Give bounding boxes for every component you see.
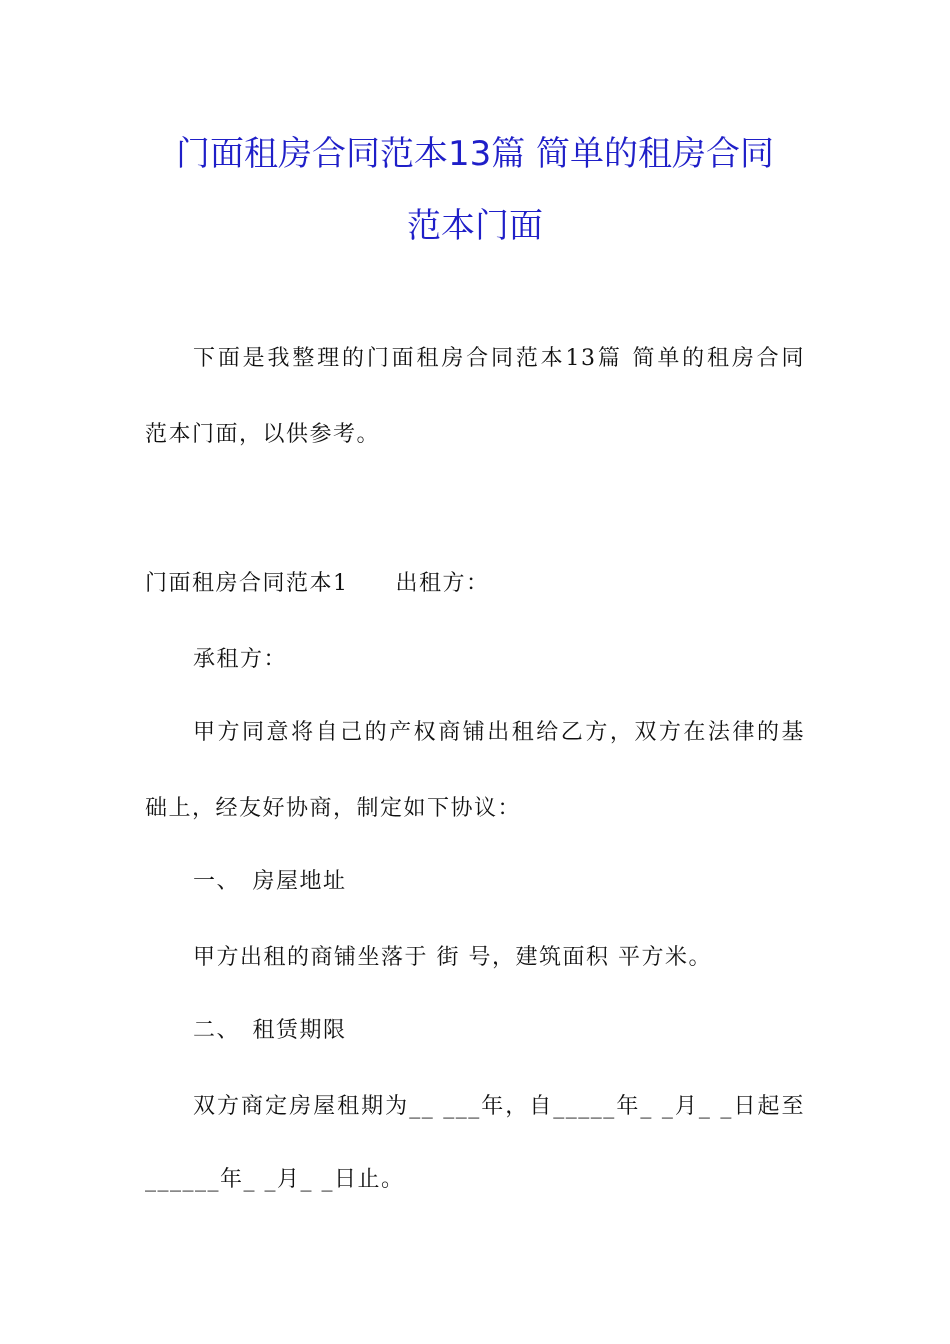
contract-heading: 门面租房合同范本1 出租方： [145, 571, 490, 596]
section-1-heading: 一、 房屋地址 [193, 869, 347, 894]
agreement-paragraph-line-1: 甲方同意将自己的产权商铺出租给乙方，双方在法律的基 [193, 720, 805, 745]
agreement-paragraph-line-2: 础上，经友好协商，制定如下协议： [145, 796, 522, 821]
tenant-label: 承租方： [193, 647, 288, 672]
document-title-line-1: 门面租房合同范本13篇 简单的租房合同 [175, 134, 775, 174]
intro-paragraph-line-2: 范本门面，以供参考。 [145, 422, 381, 447]
section-2-text-line-1: 双方商定房屋租期为__ ___年，自_____年_ _月_ _日起至 [193, 1094, 805, 1119]
document-title-line-2: 范本门面 [407, 206, 543, 246]
section-1-text: 甲方出租的商铺坐落于 街 号，建筑面积 平方米。 [193, 945, 712, 970]
section-2-text-line-2: ______年_ _月_ _日止。 [145, 1167, 405, 1192]
section-2-heading: 二、 租赁期限 [193, 1018, 347, 1043]
intro-paragraph-line-1: 下面是我整理的门面租房合同范本13篇 简单的租房合同 [193, 346, 805, 371]
